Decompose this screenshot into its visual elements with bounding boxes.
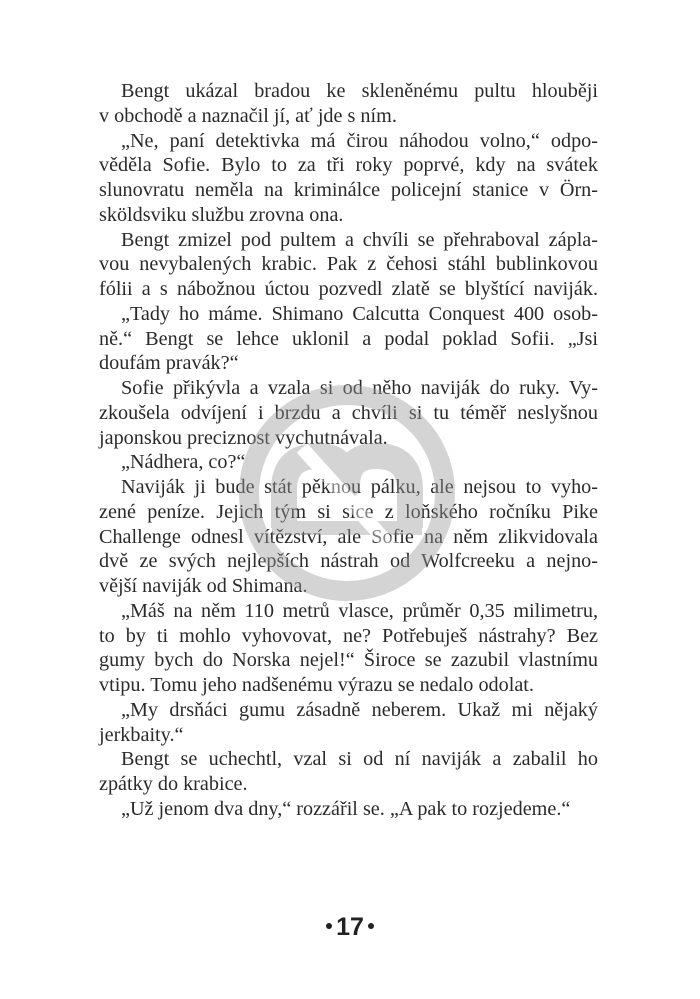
text-line: Challenge odnesl vítězství, ale Sofie na něm zlikvidovala xyxy=(99,525,598,548)
text-line: Bengt se uchechtl, vzal si od ní naviják a zabalil ho xyxy=(121,748,598,771)
text-line: „Ne, paní detektivka má čirou náhodou volno,“ odpo- xyxy=(121,129,598,152)
text-line: fólii a s nábožnou úctou pozvedl zlatě se blyštící naviják. xyxy=(99,278,598,300)
text-line: japonskou preciznost vychutnávala. xyxy=(99,426,388,449)
text-line: „My drsňáci gumu zásadně neberem. Ukaž mi nějaký xyxy=(121,698,598,721)
text-line: dvě ze svých nejlepších nástrah od Wolfcreeku a nejno- xyxy=(99,550,598,573)
text-line: Bengt ukázal bradou ke skleněnému pultu hlouběji xyxy=(121,80,598,102)
text-line: sköldsviku službu zrovna ona. xyxy=(99,203,344,226)
text-line: věděla Sofie. Bylo to za tři roky poprvé, kdy na svátek xyxy=(99,154,598,177)
text-line: doufám pravák?“ xyxy=(99,352,239,375)
bullet-dot-icon xyxy=(326,923,332,929)
text-line: zkoušela odvíjení i brzdu a chvíli si tu téměř neslyšnou xyxy=(99,401,598,424)
body-text xyxy=(99,79,598,822)
text-line: zené peníze. Jejich tým si sice z loňského ročníku Pike xyxy=(99,500,598,523)
text-line: vou nevybalených krabic. Pak z čehosi stáhl bublinkovou xyxy=(99,253,598,276)
text-line: v obchodě a naznačil jí, ať jde s ním. xyxy=(99,104,397,127)
text-line: Bengt zmizel pod pultem a chvíli se přehraboval zápla- xyxy=(121,228,598,251)
page-number-value: 17 xyxy=(336,913,364,941)
text-line: vější naviják od Shimana. xyxy=(99,575,308,597)
text-line: Sofie přikývla a vzala si od něho naviják do ruky. Vy- xyxy=(121,377,598,399)
text-line: Naviják ji bude stát pěknou pálku, ale nejsou to vyho- xyxy=(121,476,598,498)
text-line: vtipu. Tomu jeho nadšenému výrazu se nedalo odolat. xyxy=(99,674,534,696)
text-line: „Už jenom dva dny,“ rozzářil se. „A pak to rozjedeme.“ xyxy=(121,797,571,820)
text-line: to by ti mohlo vyhovovat, ne? Potřebuješ nástrahy? Bez xyxy=(99,624,598,647)
text-line: slunovratu neměla na kriminálce policejní stanice v Örn- xyxy=(99,179,598,201)
text-line: gumy bych do Norska nejel!“ Široce se zazubil vlastnímu xyxy=(99,649,598,672)
text-line: zpátky do krabice. xyxy=(99,773,248,795)
bullet-dot-icon xyxy=(368,923,374,929)
text-line: „Tady ho máme. Shimano Calcutta Conquest 400 osob- xyxy=(121,302,598,325)
text-line: ně.“ Bengt se lehce uklonil a podal poklad Sofii. „Jsi xyxy=(99,327,598,350)
page-number xyxy=(0,913,700,942)
text-line: „Nádhera, co?“ xyxy=(121,451,246,474)
text-line: jerkbaity.“ xyxy=(99,723,184,746)
text-line: „Máš na něm 110 metrů vlasce, průměr 0,35 milimetru, xyxy=(121,599,598,622)
